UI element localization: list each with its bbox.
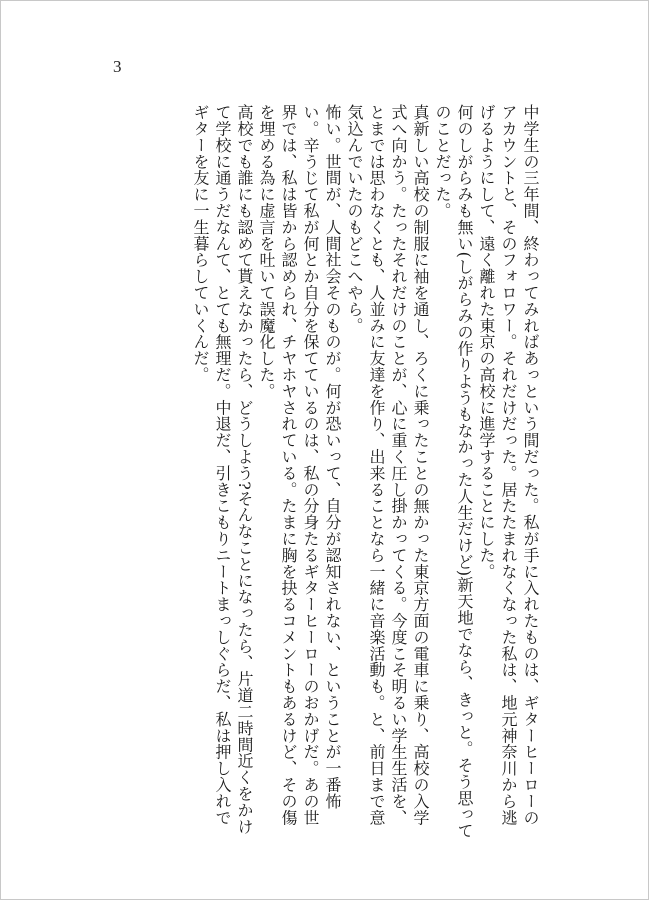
paragraph-3-text: 真新しい高校の制服に袖を通し、ろくに乗ったことの無かった東京方面の電車に乗り、高校の入学式へ向かう。たったそれだけのことが、心に重く圧し掛かってくる。今度こそ明るい学生生活を、とまでは思わなくとも、人並みに友達を作り、出来ることなら一緒に音楽活動も。と、前日まで意気込んでいたのもどこへやら。 [345, 104, 430, 826]
paragraph-4-text: 怖い。世間が、人間社会そのものが。何が恐いって、自分が認知されない、ということが一番怖い。辛うじて私が何とか自分を保てているのは、私の分身たるギターヒーローのおかげだ。あの世界では、私は皆から認められ、チヤホヤされている。たまに胸を抉るコメントもあるけど、その傷を埋める為に虚言を吐いて誤魔化した。 [257, 104, 342, 826]
paragraph-2-text: 何のしがらみも無い(しがらみの作りようもなかった人生だけど)新天地でなら、きっと。そう思ってのことだった。 [433, 104, 474, 839]
paragraph-2 [431, 104, 475, 839]
paragraph-4 [255, 104, 343, 839]
paragraph-5 [189, 104, 255, 839]
vertical-text-body [189, 104, 541, 839]
paragraph-1: 中学生の三年間、終わってみればあっという間だった。私が手に入れたものは、ギターヒーローのアカウントと、そのフォロワー。それだけだった。居たたまれなくなった私は、地元神奈川から逃げるようにして、遠く離れた東京の高校に進学することにした。 [477, 104, 540, 826]
paragraph-3 [343, 104, 431, 839]
paragraph-5-text: 高校でも誰にも認めて貰えなかったら、どうしよう?そんなことになったら、片道二時間近くをかけて学校に通うだなんて、とても無理だ。中退だ、引きこもりニートまっしぐらだ、私は押し入れでギターを友に一生暮らしていくんだ。 [191, 104, 254, 835]
page-number: 3 [113, 57, 122, 76]
